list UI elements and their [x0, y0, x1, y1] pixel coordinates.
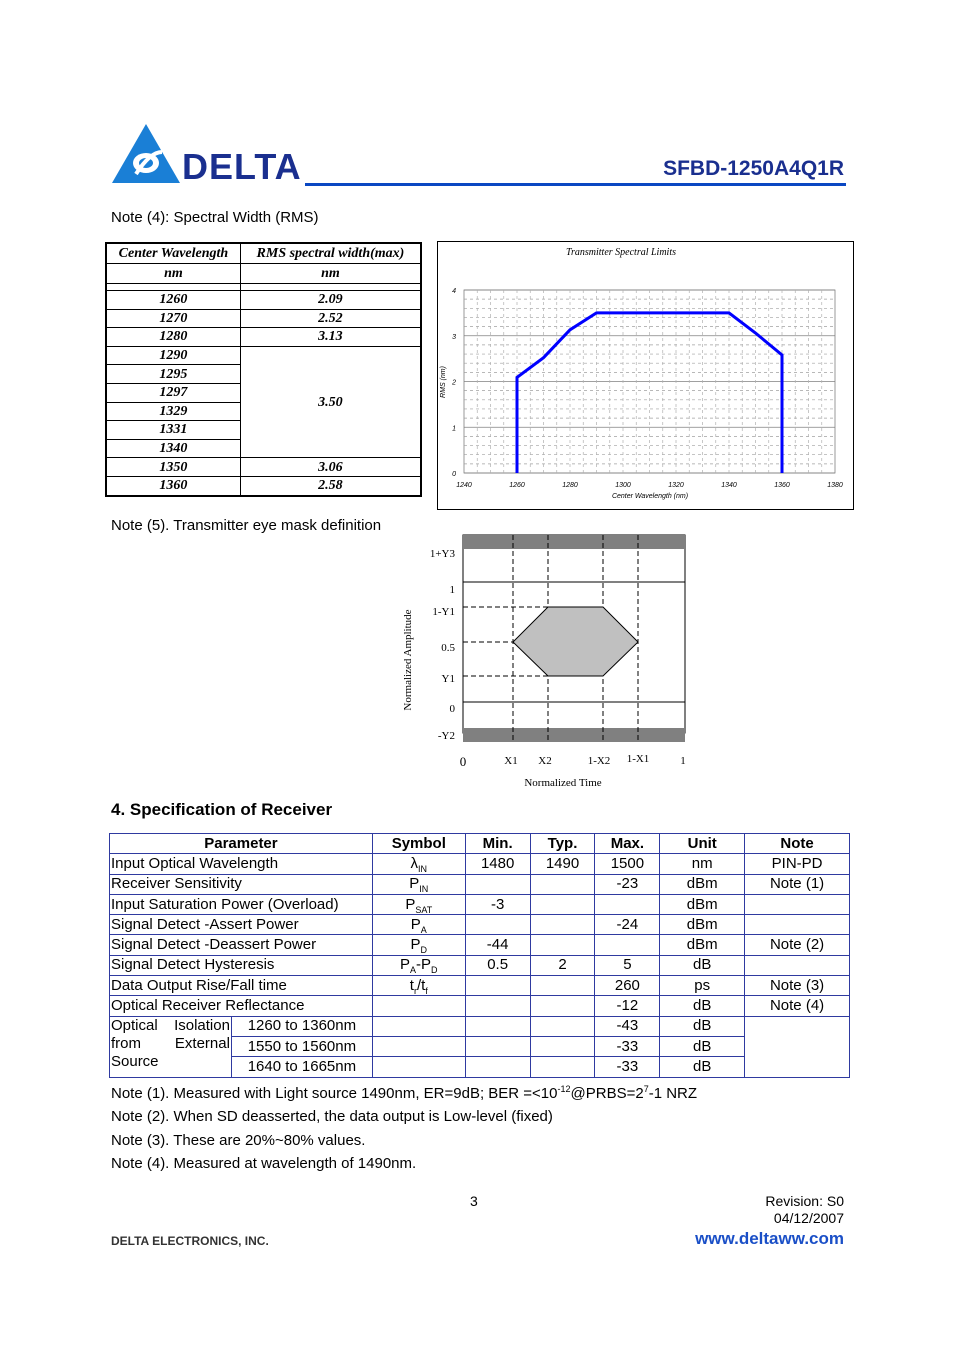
- x-axis-label: Center Wavelength (nm): [611, 493, 689, 500]
- symbol: P: [405, 895, 416, 913]
- param-symbol: [372, 935, 465, 955]
- param-note: Note (1): [745, 874, 850, 894]
- y-axis-label: RMS (nm): [440, 366, 447, 398]
- param-symbol: [372, 854, 465, 874]
- receiver-spec-table: [109, 833, 850, 1078]
- table-row: Optical Isolation from External Source 1260 to 1360nm -43 dB: [110, 1016, 850, 1036]
- param-min: [465, 976, 530, 996]
- y-tick-label: 2: [452, 379, 456, 387]
- y-tick-label: 4: [452, 288, 456, 295]
- eye-y-tick-label: Y1: [441, 673, 455, 685]
- param-max: -12: [595, 996, 660, 1016]
- symbol: P: [400, 956, 411, 974]
- unit-rms: nm: [240, 264, 421, 284]
- symbol: λ: [410, 854, 419, 872]
- eye-x-tick-label: 0: [459, 754, 467, 769]
- param-unit: nm: [660, 854, 745, 874]
- param-min: [465, 874, 530, 894]
- symbol-sub: r: [413, 985, 417, 996]
- symbol: -P: [416, 956, 432, 974]
- table-row: [110, 996, 850, 1016]
- symbol-sub: f: [425, 985, 428, 996]
- param-min: 1480: [465, 854, 530, 874]
- param-name: Optical Receiver Reflectance: [110, 996, 373, 1016]
- note5-title: Note (5). Transmitter eye mask definition: [111, 517, 382, 534]
- symbol-sub: SAT: [415, 904, 433, 915]
- param-name: Signal Detect Hysteresis: [110, 955, 373, 975]
- param-note: [745, 915, 850, 935]
- table-row: [110, 854, 850, 874]
- eye-y-tick-label: 1: [449, 584, 455, 596]
- eye-x-tick-label: X1: [504, 755, 518, 767]
- table-row: [110, 955, 850, 975]
- spectral-limits-chart: [437, 241, 854, 510]
- y-tick-label: 1: [452, 425, 456, 433]
- param-max: 1500: [595, 854, 660, 874]
- symbol-sub: A: [420, 924, 427, 935]
- table-row: 1340: [106, 439, 421, 458]
- param-max: -24: [595, 915, 660, 935]
- eye-mask-diagram: [395, 530, 695, 795]
- param-max: 5: [595, 955, 660, 975]
- eye-x-tick-label: 1: [680, 755, 686, 767]
- param-typ: [530, 935, 595, 955]
- eye-y-axis-label: Normalized Amplitude: [402, 609, 414, 711]
- symbol: /t: [416, 976, 426, 994]
- param-unit: dB: [660, 996, 745, 1016]
- document-title: SFBD-1250A4Q1R: [663, 157, 844, 180]
- param-symbol: [372, 874, 465, 894]
- spectral-width-table: [105, 242, 422, 497]
- x-tick-label: 1320: [668, 482, 684, 489]
- table-row: [110, 894, 850, 914]
- x-tick-label: 1340: [721, 482, 737, 489]
- param-note: [745, 894, 850, 914]
- x-tick-label: 1380: [827, 482, 843, 489]
- note4-title: Note (4): Spectral Width (RMS): [111, 209, 319, 226]
- table-row: [110, 915, 850, 935]
- table-row: [110, 874, 850, 894]
- param-min: 0.5: [465, 955, 530, 975]
- eye-x-axis-label: Normalized Time: [524, 777, 602, 789]
- eye-x-tick-label: 1-X2: [587, 755, 611, 767]
- table-row: [110, 935, 850, 955]
- param-note: Note (3): [745, 976, 850, 996]
- page-number: 3: [470, 1193, 478, 1209]
- param-unit: ps: [660, 976, 745, 996]
- unit-wavelength: nm: [106, 264, 240, 284]
- receiver-note-3: Note (3). These are 20%~80% values.: [111, 1132, 366, 1149]
- col-header-center-wavelength: Center Wavelength: [106, 243, 240, 264]
- table-row: 1550 to 1560nm -33 dB: [110, 1036, 850, 1056]
- param-typ: [530, 874, 595, 894]
- param-unit: dB: [660, 955, 745, 975]
- eye-mask-svg: [395, 530, 695, 795]
- symbol-sub: A: [410, 965, 417, 976]
- param-name: Data Output Rise/Fall time: [110, 976, 373, 996]
- table-row: 1331: [106, 421, 421, 440]
- x-tick-label: 1300: [615, 482, 631, 489]
- param-unit: dBm: [660, 935, 745, 955]
- x-tick-label: 1240: [456, 482, 472, 489]
- param-note: Note (2): [745, 935, 850, 955]
- upper-mask-bar: [463, 535, 685, 549]
- param-min: -44: [465, 935, 530, 955]
- param-min: -3: [465, 894, 530, 914]
- table-row: 1295: [106, 365, 421, 384]
- website-link[interactable]: www.deltaww.com: [695, 1229, 844, 1248]
- delta-logo: [110, 122, 305, 185]
- table-header-row: Parameter Symbol Min. Typ. Max. Unit Note: [110, 834, 850, 854]
- eye-y-tick-label: 1-Y1: [432, 606, 455, 618]
- table-row: 1280 3.13: [106, 328, 421, 347]
- eye-y-tick-label: 0: [449, 703, 455, 715]
- y-tick-label: 3: [452, 333, 456, 341]
- brand-wordmark: DELTA: [182, 146, 302, 187]
- header-divider: [305, 183, 846, 186]
- symbol-sub: IN: [419, 884, 429, 895]
- table-row: 1290 3.50: [106, 346, 421, 365]
- table-row: 1260 2.09: [106, 291, 421, 310]
- table-row: 1270 2.52: [106, 309, 421, 328]
- company-name: DELTA ELECTRONICS, INC.: [111, 1234, 269, 1248]
- table-row: 1360 2.58: [106, 476, 421, 495]
- param-typ: 2: [530, 955, 595, 975]
- param-name: Input Optical Wavelength: [110, 854, 373, 874]
- table-row: 1350 3.06: [106, 458, 421, 477]
- param-typ: [530, 996, 595, 1016]
- symbol-sub: D: [420, 945, 428, 956]
- table-row: 1329: [106, 402, 421, 421]
- x-tick-label: 1260: [509, 482, 525, 489]
- param-max: [595, 894, 660, 914]
- revision-date: 04/12/2007: [773, 1210, 844, 1226]
- y-tick-label: 0: [452, 471, 456, 478]
- param-symbol: [372, 976, 465, 996]
- table-row: 1640 to 1665nm -33 dB: [110, 1057, 850, 1077]
- param-typ: [530, 915, 595, 935]
- symbol: P: [410, 936, 421, 954]
- col-header-rms-width: RMS spectral width(max): [240, 243, 421, 264]
- param-symbol: [372, 915, 465, 935]
- param-min: [465, 996, 530, 1016]
- param-typ: [530, 976, 595, 996]
- param-name: Signal Detect -Assert Power: [110, 915, 373, 935]
- param-note: Note (4): [745, 996, 850, 1016]
- param-max: -23: [595, 874, 660, 894]
- param-name: Input Saturation Power (Overload): [110, 894, 373, 914]
- symbol-sub: IN: [418, 863, 428, 874]
- param-typ: 1490: [530, 854, 595, 874]
- param-name: Signal Detect -Deassert Power: [110, 935, 373, 955]
- param-max: [595, 935, 660, 955]
- spectral-chart-svg: [438, 242, 853, 509]
- symbol: P: [409, 875, 420, 893]
- symbol-sub: D: [431, 965, 438, 976]
- eye-x-tick-label: X2: [538, 755, 552, 767]
- eye-x-tick-label: 1-X1: [626, 753, 650, 765]
- isolation-label: Optical Isolation from External Source: [110, 1016, 232, 1077]
- param-symbol: [372, 996, 465, 1016]
- eye-y-tick-label: -Y2: [437, 730, 455, 742]
- param-note: [745, 955, 850, 975]
- receiver-note-2: Note (2). When SD deasserted, the data output is Low-level (fixed): [111, 1108, 553, 1125]
- revision: Revision: S0: [765, 1193, 844, 1209]
- receiver-note-4: Note (4). Measured at wavelength of 1490nm.: [111, 1155, 417, 1172]
- param-typ: [530, 894, 595, 914]
- param-symbol: [372, 894, 465, 914]
- lower-mask-bar: [463, 728, 685, 742]
- table-row: 1297: [106, 383, 421, 402]
- param-unit: dBm: [660, 894, 745, 914]
- x-tick-label: 1280: [562, 482, 578, 489]
- param-unit: dBm: [660, 915, 745, 935]
- eye-y-tick-label: 1+Y3: [429, 548, 455, 560]
- param-symbol: [372, 955, 465, 975]
- chart-title: Transmitter Spectral Limits: [565, 247, 677, 258]
- param-note: PIN-PD: [745, 854, 850, 874]
- param-name: Receiver Sensitivity: [110, 874, 373, 894]
- receiver-note-1: Note (1). Measured with Light source 1490nm, ER=9dB; BER $=<10^{-12}@PRBS=2^7-1$ NRZ: [111, 1084, 698, 1102]
- merged-rms-value: 3.50: [240, 346, 421, 458]
- x-tick-label: 1360: [774, 482, 790, 489]
- eye-y-tick-label: 0.5: [441, 642, 455, 654]
- param-unit: dBm: [660, 874, 745, 894]
- table-row: [110, 976, 850, 996]
- receiver-section-heading: 4. Specification of Receiver: [111, 800, 333, 819]
- symbol: P: [410, 915, 421, 933]
- param-max: 260: [595, 976, 660, 996]
- param-min: [465, 915, 530, 935]
- symbol: t: [409, 976, 414, 994]
